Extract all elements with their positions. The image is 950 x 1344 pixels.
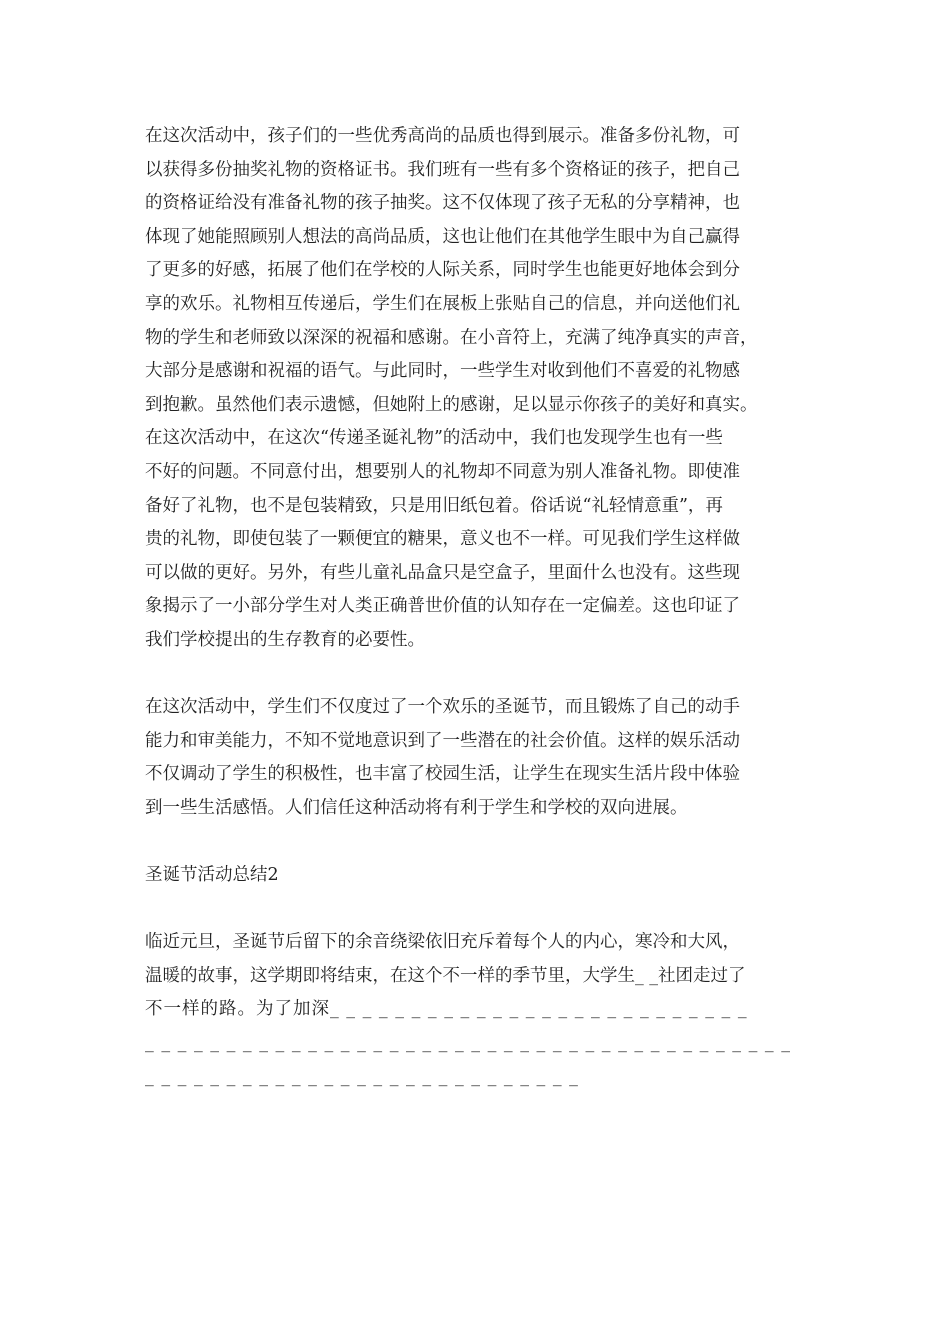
text-line: 体现了她能照顾别人想法的高尚品质，这也让他们在其他学生眼中为自己赢得 <box>145 226 740 247</box>
text-line: 能力和审美能力，不知不觉地意识到了一些潜在的社会价值。这样的娱乐活动 <box>145 730 740 751</box>
blank-line: _ _ _ _ _ _ _ _ _ _ _ _ _ _ _ _ _ _ _ _ _ _ _ _ _ _ _ _ _ _ _ _ _ _ _ _ _ _ _ _ <box>145 1033 791 1054</box>
text-line: 到一些生活感悟。人们信任这种活动将有利于学生和学校的双向进展。 <box>145 797 688 818</box>
text-line: 在这次活动中，在这次“传递圣诞礼物”的活动中，我们也发现学生也有一些 <box>145 428 723 449</box>
section-heading <box>145 859 810 893</box>
text-line: 物的学生和老师致以深深的祝福和感谢。在小音符上，充满了纯净真实的声音， <box>145 327 758 348</box>
text-line: 贵的礼物，即使包装了一颗便宜的糖果，意义也不一样。可见我们学生这样做 <box>145 529 740 550</box>
paragraph-activity-conclusion <box>145 691 810 825</box>
document-body <box>145 120 810 1094</box>
text-line: 可以做的更好。另外，有些儿童礼品盒只是空盒子，里面什么也没有。这些现 <box>145 562 740 583</box>
text-line: 在这次活动中，孩子们的一些优秀高尚的品质也得到展示。准备多份礼物，可 <box>145 126 740 146</box>
blank-line: _ _ _ _ _ _ _ _ _ _ _ _ _ _ _ _ _ _ _ _ _ _ _ _ _ _ _ <box>145 1066 579 1087</box>
text-line: 了更多的好感，拓展了他们在学校的人际关系，同时学生也能更好地体会到分 <box>145 260 740 281</box>
text-line: 不仅调动了学生的积极性，也丰富了校园生活，让学生在现实生活片段中体验 <box>145 764 740 785</box>
text-line: 我们学校提出的生存教育的必要性。 <box>145 629 425 650</box>
text-line: 在这次活动中，学生们不仅度过了一个欢乐的圣诞节，而且锻炼了自己的动手 <box>145 697 740 718</box>
text-line: 不一样的路。为了加深_ _ _ _ _ _ _ _ _ _ _ _ _ _ _ _ _ _ _ _ _ _ _ _ _ _ <box>145 999 748 1020</box>
text-line: 到抱歉。虽然他们表示遗憾，但她附上的感谢，足以显示你孩子的美好和真实。 <box>145 394 758 415</box>
paragraph-spacer <box>145 893 810 927</box>
text-line: 临近元旦，圣诞节后留下的余音绕梁依旧充斥着每个人的内心，寒冷和大风， <box>145 932 740 953</box>
text-line: 以获得多份抽奖礼物的资格证书。我们班有一些有多个资格证的孩子，把自己 <box>145 159 740 180</box>
text-line: 温暖的故事，这学期即将结束，在这个不一样的季节里，大学生_ _社团走过了 <box>145 965 746 986</box>
text-line: 象揭示了一小部分学生对人类正确普世价值的认知存在一定偏差。这也印证了 <box>145 596 740 617</box>
heading-text: 圣诞节活动总结2 <box>145 865 279 886</box>
paragraph-spacer <box>145 825 810 859</box>
text-line: 备好了礼物，也不是包装精致，只是用旧纸包着。俗话说“礼轻情意重”，再 <box>145 495 723 516</box>
text-line: 享的欢乐。礼物相互传递后，学生们在展板上张贴自己的信息，并向送他们礼 <box>145 293 740 314</box>
paragraph-activity-qualities <box>145 120 810 658</box>
paragraph-spacer <box>145 658 810 692</box>
paragraph-new-year <box>145 926 810 1094</box>
text-line: 大部分是感谢和祝福的语气。与此同时，一些学生对收到他们不喜爱的礼物感 <box>145 361 740 382</box>
text-line: 的资格证给没有准备礼物的孩子抽奖。这不仅体现了孩子无私的分享精神，也 <box>145 193 740 214</box>
text-line: 不好的问题。不同意付出，想要别人的礼物却不同意为别人准备礼物。即使准 <box>145 461 740 482</box>
